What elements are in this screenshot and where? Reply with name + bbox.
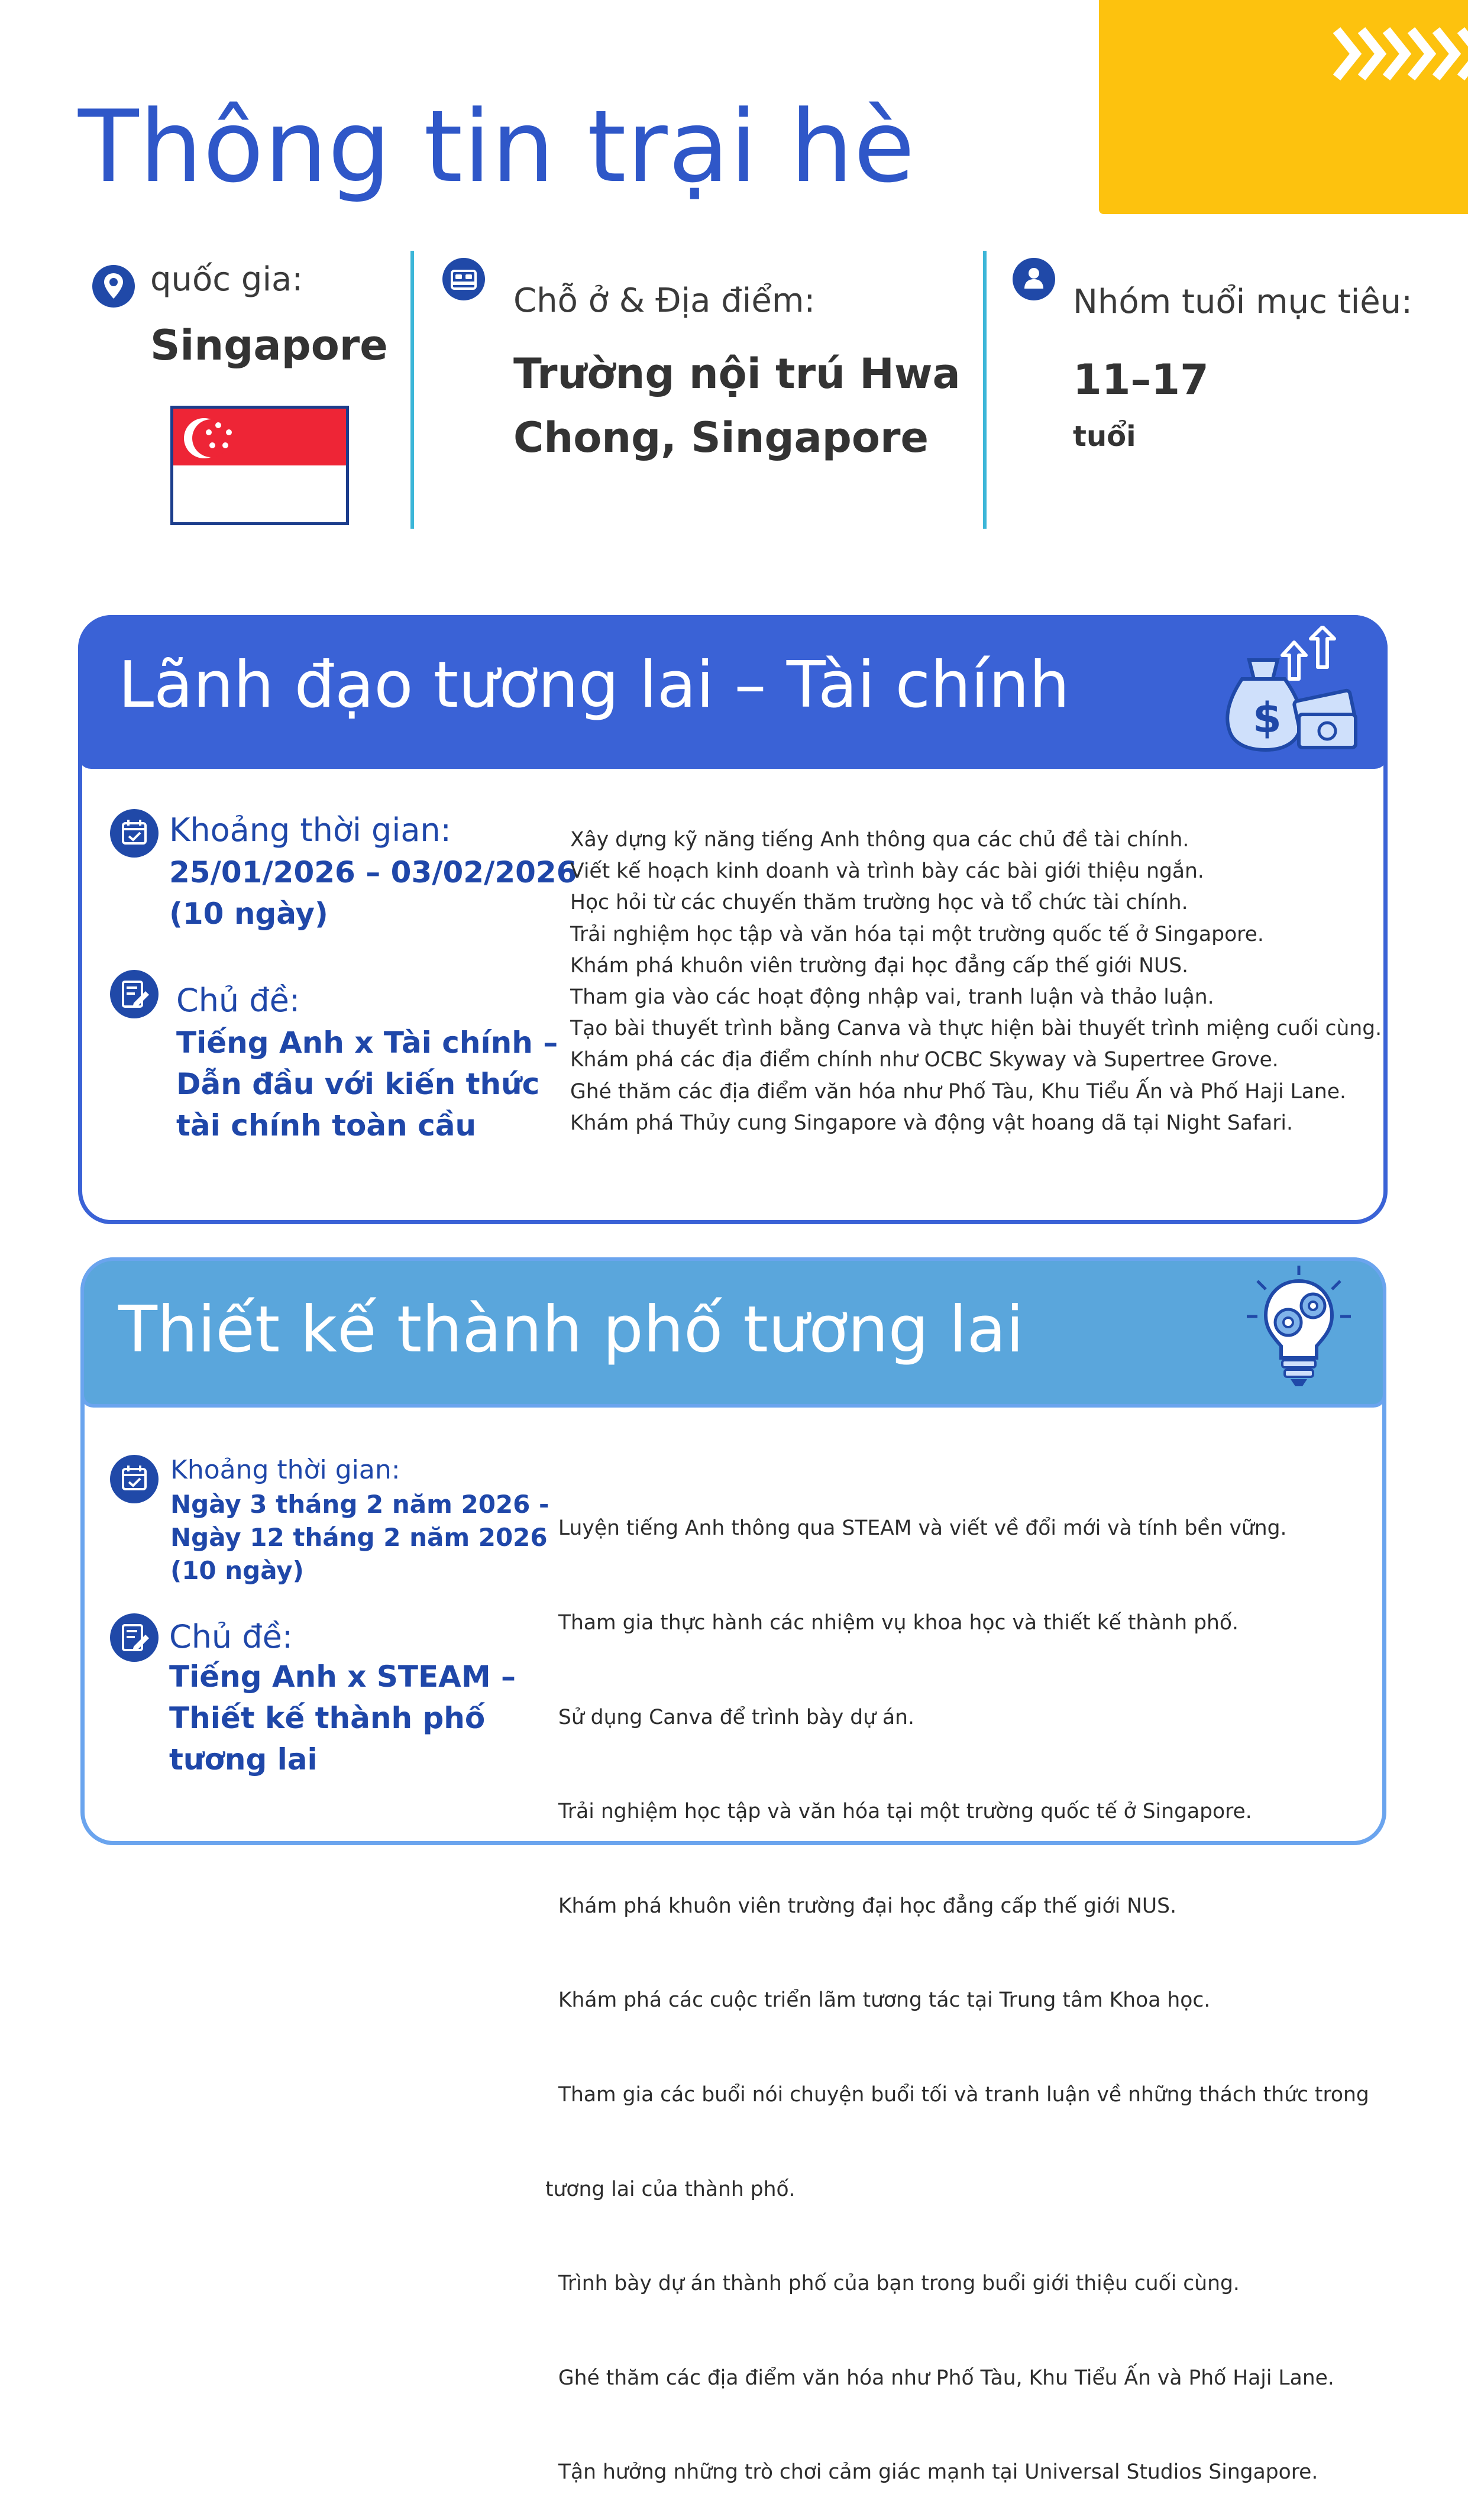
chevrons-icon [1220,21,1468,86]
topic-value-line2: Dẫn đầu với kiến thức [176,1067,540,1101]
singapore-flag-icon [170,406,349,525]
topic-value-line1: Tiếng Anh x Tài chính – [176,1026,558,1060]
age-label: Nhóm tuổi mục tiêu: [1073,283,1413,321]
list-item: Khám phá các cuộc triển lãm tương tác tại Trung tâm Khoa học. [545,1988,1211,2013]
duration-value-line2: (10 ngày) [169,897,328,931]
location-pin-icon [92,265,135,308]
country-value: Singapore [150,321,388,370]
duration-value-line1: 25/01/2026 – 03/02/2026 [169,855,577,889]
money-bag-icon [1218,626,1360,756]
topic-value-line2: Thiết kế thành phố [169,1701,486,1735]
edit-note-icon [110,970,159,1018]
topic-value-line1: Tiếng Anh x STEAM – [169,1659,516,1694]
country-label: quốc gia: [150,260,303,299]
accent-block [1099,0,1468,214]
lodging-value-line1: Trường nội trú Hwa [513,350,961,398]
list-item: Học hỏi từ các chuyến thăm trường học và tổ chức tài chính. [570,891,1188,915]
program-title-city: Thiết kế thành phố tương lai [118,1293,1024,1367]
list-item: Luyện tiếng Anh thông qua STEAM và viết về đổi mới và tính bền vững. [545,1516,1287,1541]
duration-value-line2: Ngày 12 tháng 2 năm 2026 [170,1523,548,1552]
list-item: Viết kế hoạch kinh doanh và trình bày các bài giới thiệu ngắn. [570,859,1204,884]
page-title: Thông tin trại hè [78,89,916,205]
list-item: tương lai của thành phố. [545,2177,796,2201]
list-item: Khám phá khuôn viên trường đại học đẳng cấp thế giới NUS. [545,1894,1177,1918]
topic-value-line3: tương lai [169,1742,318,1777]
list-item: Trải nghiệm học tập và văn hóa tại một trường quốc tế ở Singapore. [570,922,1264,946]
activities-list-finance [570,824,1382,1139]
list-item: Tận hưởng những trò chơi cảm giác mạnh tại Universal Studios Singapore. [545,2460,1318,2485]
topic-label: Chủ đề: [169,1618,293,1655]
list-item: Trình bày dự án thành phố của bạn trong buổi giới thiệu cuối cùng. [545,2272,1240,2296]
program-title-finance: Lãnh đạo tương lai – Tài chính [118,648,1070,722]
duration-label: Khoảng thời gian: [170,1455,400,1485]
duration-label: Khoảng thời gian: [169,811,451,849]
list-item: Khám phá các địa điểm chính như OCBC Skyway và Supertree Grove. [570,1048,1279,1072]
svg-text:$: $ [1253,694,1282,742]
activities-list-city [545,1450,1369,2520]
lightbulb-gears-icon [1240,1263,1358,1393]
topic-value-line3: tài chính toàn cầu [176,1108,477,1143]
duration-value-line1: Ngày 3 tháng 2 năm 2026 - [170,1490,549,1519]
duration-value-line3: (10 ngày) [170,1556,304,1585]
age-unit: tuổi [1073,420,1136,453]
list-item: Ghé thăm các địa điểm văn hóa như Phố Tàu, Khu Tiểu Ấn và Phố Haji Lane. [570,1079,1346,1104]
info-divider [410,251,414,529]
list-item: Tham gia các buổi nói chuyện buổi tối và tranh luận về những thách thức trong [545,2082,1369,2107]
list-item: Sử dụng Canva để trình bày dự án. [545,1705,914,1729]
list-item: Xây dựng kỹ năng tiếng Anh thông qua các chủ đề tài chính. [570,828,1189,852]
list-item: Tạo bài thuyết trình bằng Canva và thực hiện bài thuyết trình miệng cuối cùng. [570,1017,1382,1041]
bed-icon [442,258,485,300]
calendar-icon [110,809,159,858]
list-item: Trải nghiệm học tập và văn hóa tại một trường quốc tế ở Singapore. [545,1800,1252,1824]
user-icon [1013,258,1055,300]
list-item: Ghé thăm các địa điểm văn hóa như Phố Tàu, Khu Tiểu Ấn và Phố Haji Lane. [545,2366,1334,2390]
topic-label: Chủ đề: [176,982,300,1019]
calendar-icon [110,1455,159,1503]
age-value: 11–17 [1073,355,1209,404]
edit-note-icon [110,1613,159,1662]
lodging-label: Chỗ ở & Địa điểm: [513,282,816,320]
lodging-value-line2: Chong, Singapore [513,413,929,462]
list-item: Tham gia vào các hoạt động nhập vai, tranh luận và thảo luận. [570,985,1214,1009]
list-item: Khám phá khuôn viên trường đại học đẳng cấp thế giới NUS. [570,953,1189,978]
info-divider [983,251,987,529]
list-item: Khám phá Thủy cung Singapore và động vật hoang dã tại Night Safari. [570,1111,1293,1135]
list-item: Tham gia thực hành các nhiệm vụ khoa học và thiết kế thành phố. [545,1611,1239,1635]
